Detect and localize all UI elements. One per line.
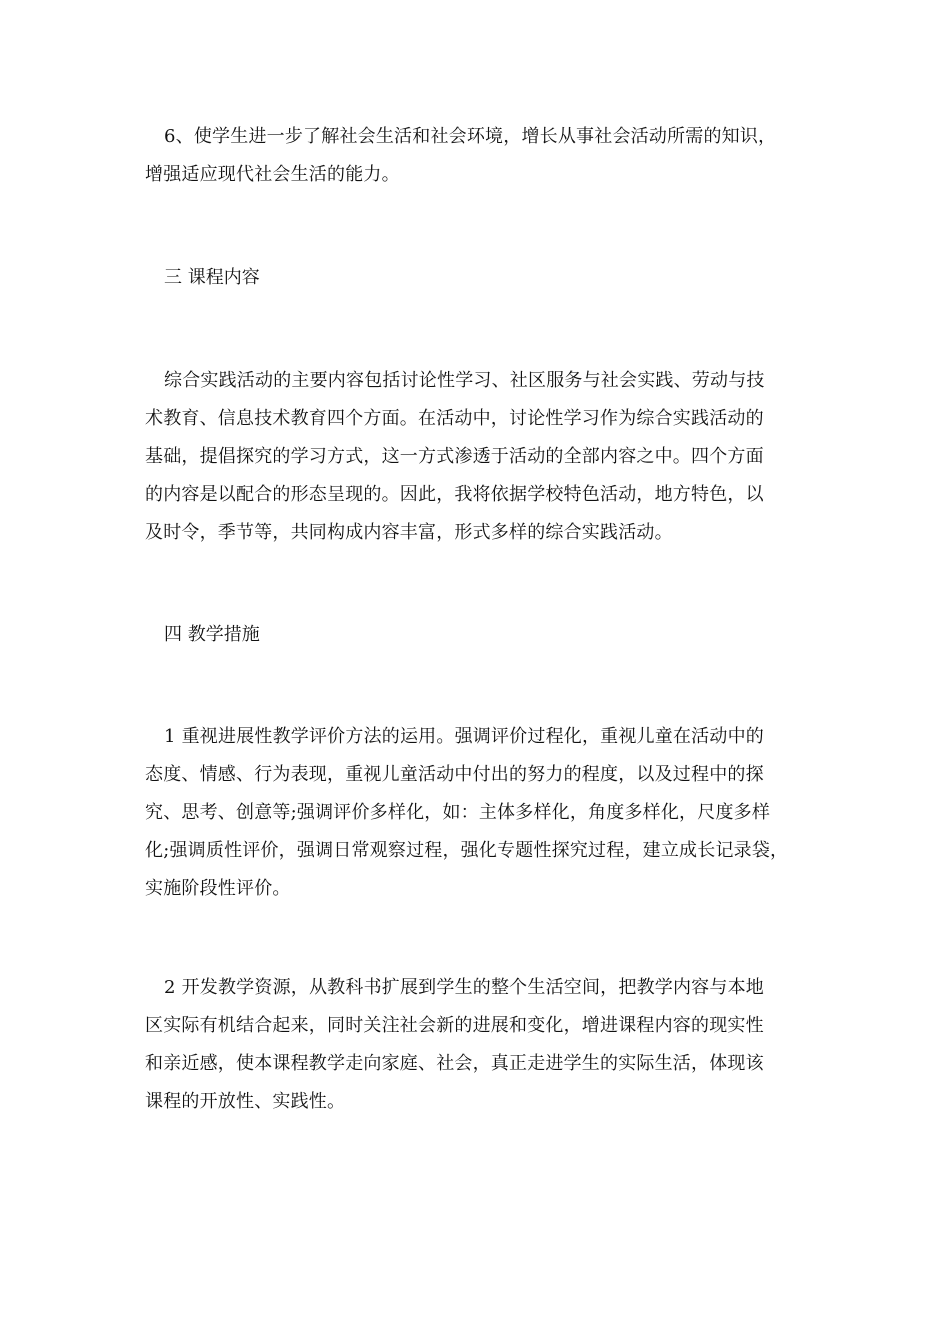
paragraph-measure-2 bbox=[145, 969, 815, 1121]
text-line: 术教育、信息技术教育四个方面。在活动中，讨论性学习作为综合实践活动的 bbox=[145, 408, 764, 429]
text-line: 的内容是以配合的形态呈现的。因此，我将依据学校特色活动，地方特色，以 bbox=[145, 484, 764, 505]
text-line: 究、思考、创意等;强调评价多样化，如：主体多样化，角度多样化，尺度多样 bbox=[145, 802, 771, 823]
section-heading-course-content: 三 课程内容 bbox=[164, 267, 260, 288]
paragraph-course-content bbox=[145, 362, 815, 552]
text-line: 增强适应现代社会生活的能力。 bbox=[145, 164, 400, 185]
text-line: 态度、情感、行为表现，重视儿童活动中付出的努力的程度，以及过程中的探 bbox=[145, 764, 764, 785]
text-line: 课程的开放性、实践性。 bbox=[145, 1091, 346, 1112]
text-line: 6、使学生进一步了解社会生活和社会环境，增长从事社会活动所需的知识， bbox=[164, 126, 777, 147]
text-line: 1 重视进展性教学评价方法的运用。强调评价过程化，重视儿童在活动中的 bbox=[164, 726, 764, 747]
text-line: 和亲近感，使本课程教学走向家庭、社会，真正走进学生的实际生活，体现该 bbox=[145, 1053, 764, 1074]
text-line: 区实际有机结合起来，同时关注社会新的进展和变化，增进课程内容的现实性 bbox=[145, 1015, 764, 1036]
text-line: 2 开发教学资源，从教科书扩展到学生的整个生活空间，把教学内容与本地 bbox=[164, 977, 764, 998]
text-line: 化;强调质性评价，强调日常观察过程，强化专题性探究过程，建立成长记录袋， bbox=[145, 840, 789, 861]
paragraph-goal-6 bbox=[145, 118, 815, 194]
section-heading-teaching-measures: 四 教学措施 bbox=[164, 624, 260, 645]
text-line: 及时令，季节等，共同构成内容丰富，形式多样的综合实践活动。 bbox=[145, 522, 673, 543]
text-line: 综合实践活动的主要内容包括讨论性学习、社区服务与社会实践、劳动与技 bbox=[164, 370, 765, 391]
text-line: 实施阶段性评价。 bbox=[145, 878, 291, 899]
paragraph-measure-1 bbox=[145, 718, 815, 908]
text-line: 基础，提倡探究的学习方式，这一方式渗透于活动的全部内容之中。四个方面 bbox=[145, 446, 764, 467]
